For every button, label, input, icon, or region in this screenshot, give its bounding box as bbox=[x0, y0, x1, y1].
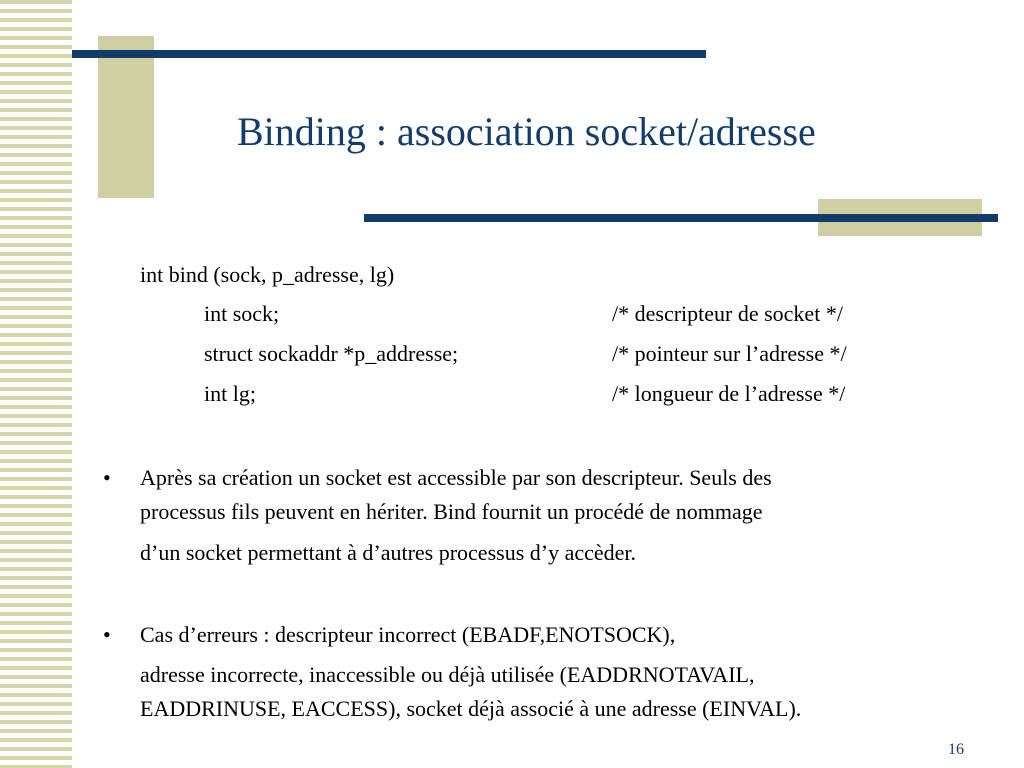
decorative-stripe-bar bbox=[0, 0, 72, 768]
code-param-decl: int lg; bbox=[204, 381, 256, 406]
decorative-line-top bbox=[72, 50, 706, 58]
bullet-marker: • bbox=[103, 622, 111, 647]
bullet-text-line: processus fils peuvent en hériter. Bind fournit un procédé de nommage bbox=[140, 499, 763, 524]
bullet-text-line: Cas d’erreurs : descripteur incorrect (EBADF,ENOTSOCK), bbox=[140, 622, 676, 647]
decorative-line-bottom bbox=[364, 214, 998, 222]
code-param-comment: /* longueur de l’adresse */ bbox=[612, 381, 846, 406]
code-param-decl: int sock; bbox=[204, 301, 280, 326]
code-signature: int bind (sock, p_adresse, lg) bbox=[140, 262, 395, 287]
bullet-text-line: d’un socket permettant à d’autres processus d’y accèder. bbox=[140, 540, 637, 565]
code-param-decl: struct sockaddr *p_addresse; bbox=[204, 341, 459, 366]
bullet-text-line: adresse incorrecte, inaccessible ou déjà utilisée (EADDRNOTAVAIL, bbox=[140, 662, 755, 687]
bullet-text-line: Après sa création un socket est accessible par son descripteur. Seuls des bbox=[140, 465, 772, 490]
bullet-marker: • bbox=[103, 465, 111, 490]
code-param-comment: /* descripteur de socket */ bbox=[612, 301, 843, 326]
page-number: 16 bbox=[948, 741, 964, 758]
bullet-text-line: EADDRINUSE, EACCESS), socket déjà associé à une adresse (EINVAL). bbox=[140, 696, 802, 721]
slide-title: Binding : association socket/adresse bbox=[237, 109, 816, 154]
decorative-block-top bbox=[98, 36, 154, 198]
code-param-comment: /* pointeur sur l’adresse */ bbox=[612, 341, 847, 366]
